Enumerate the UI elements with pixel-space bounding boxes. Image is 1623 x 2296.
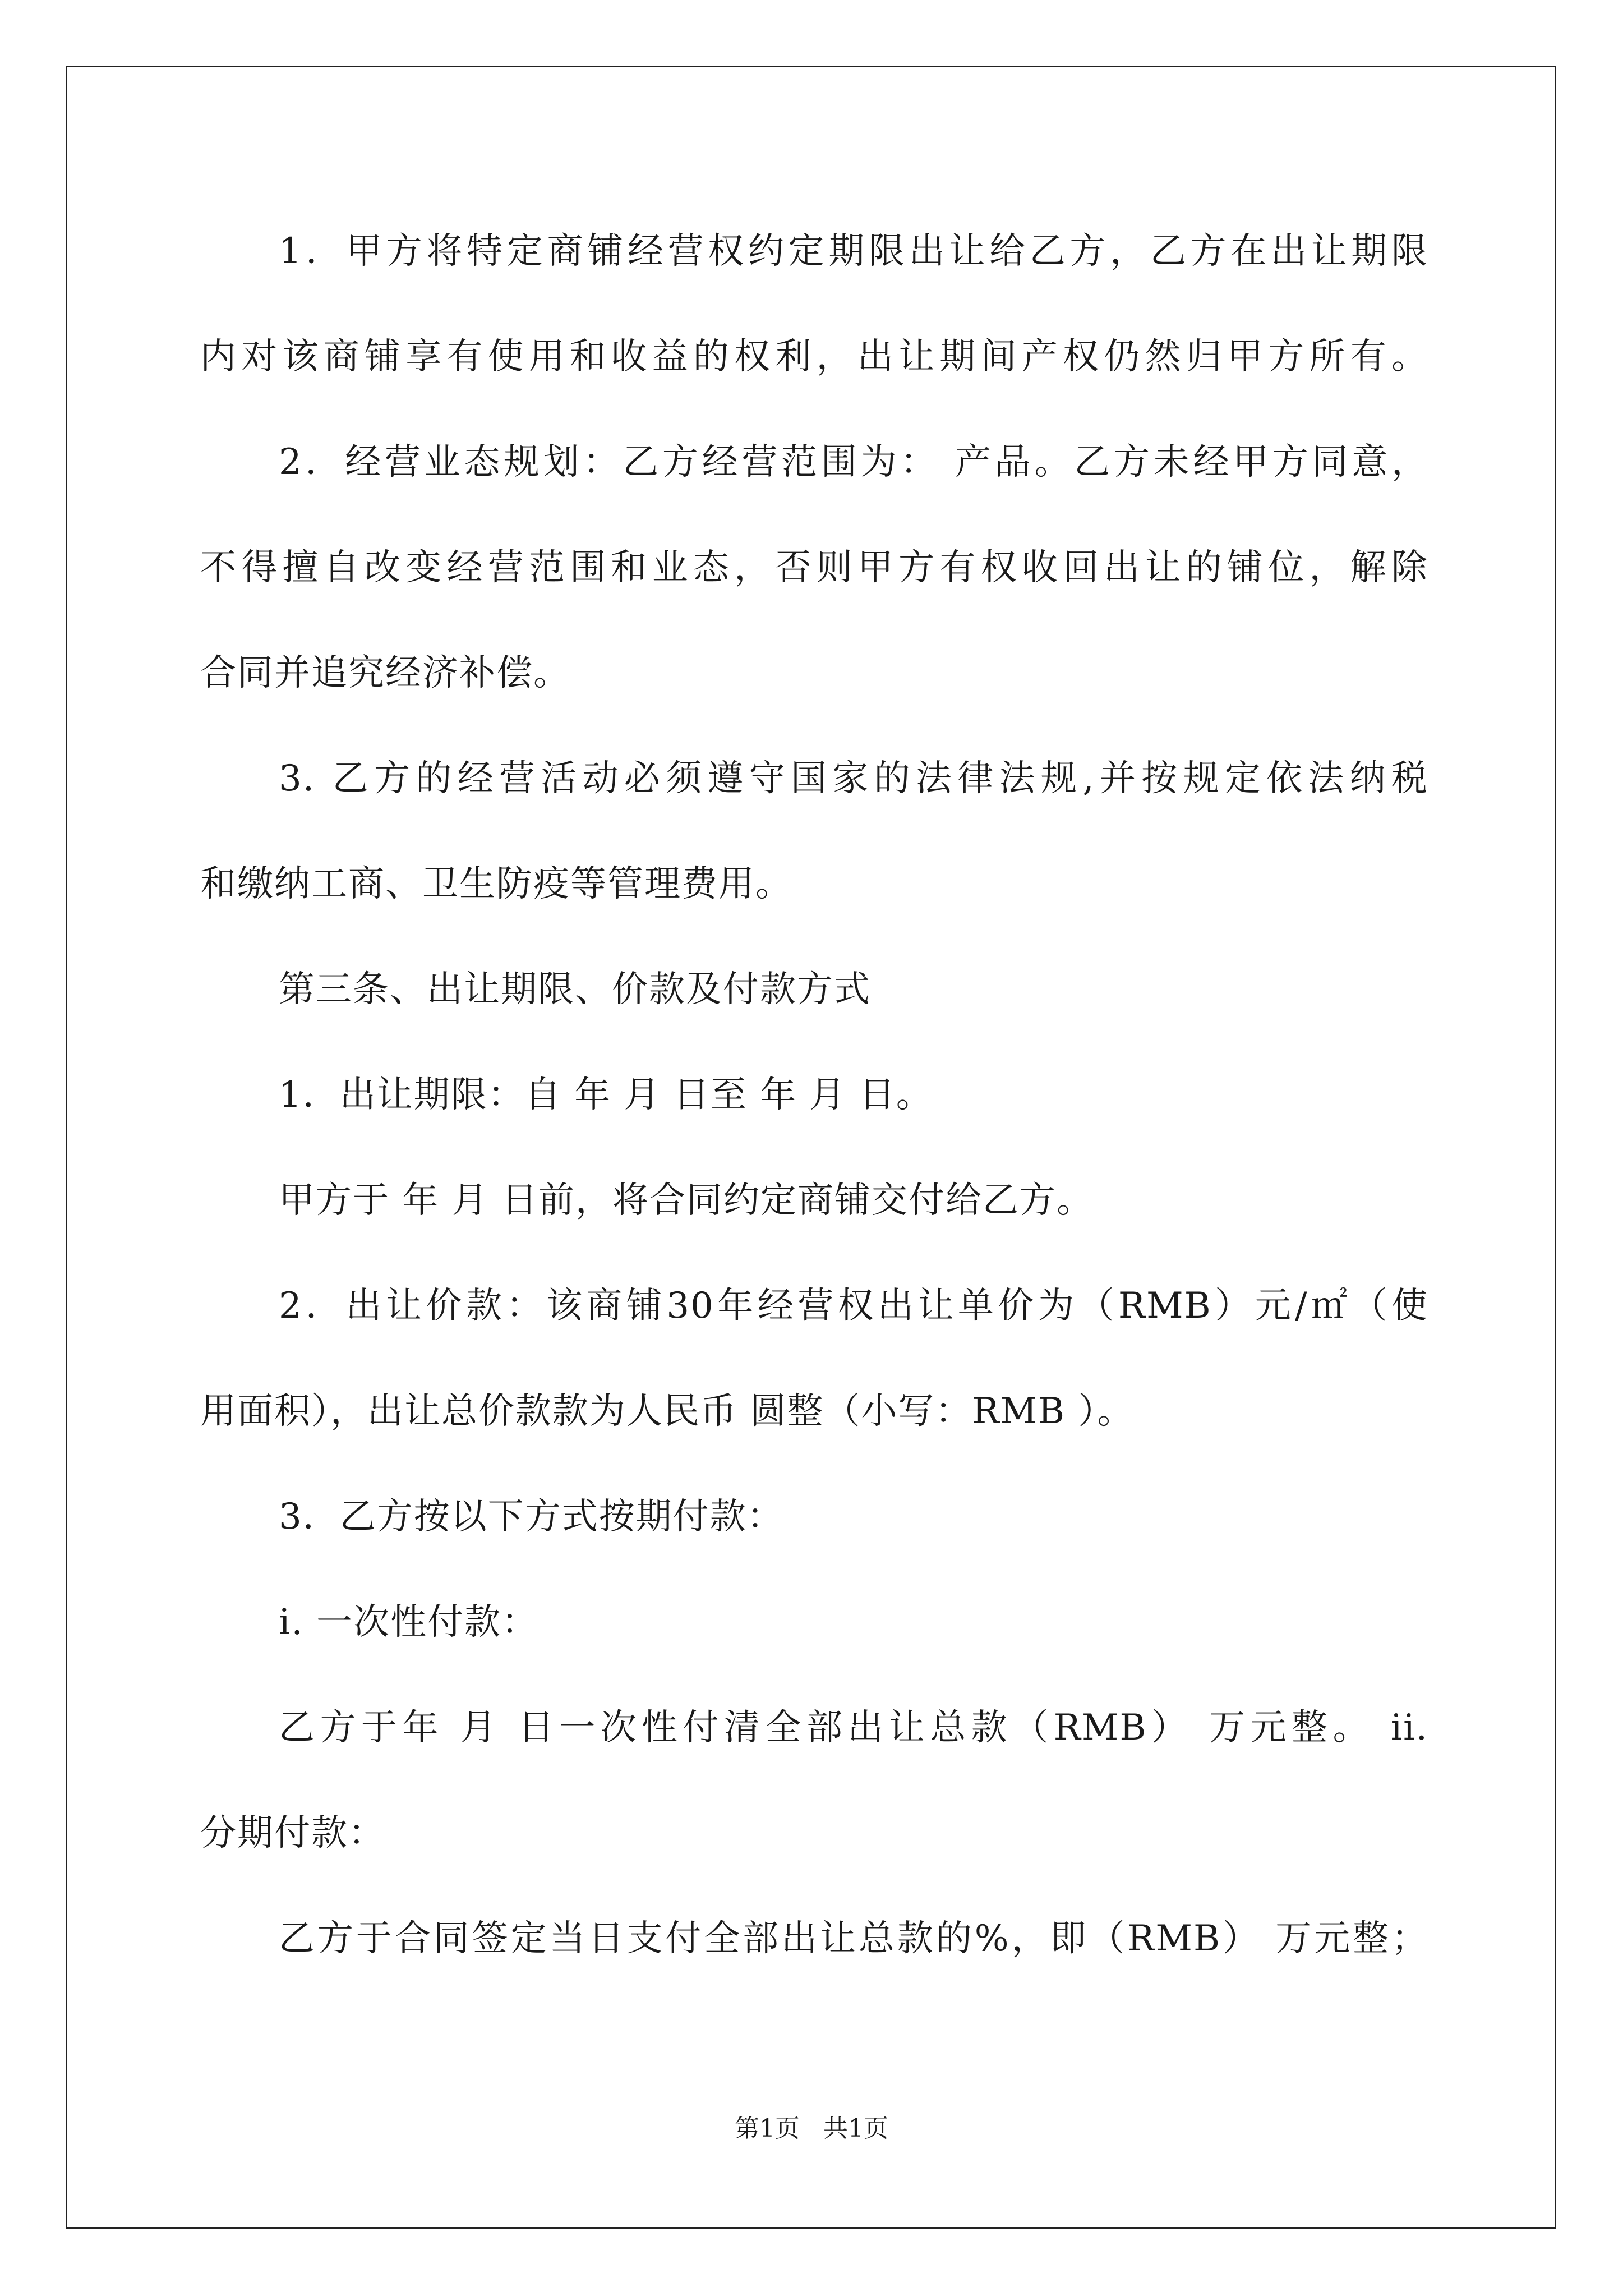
- paragraph-line: 1．甲方将特定商铺经营权约定期限出让给乙方，乙方在出让期限: [279, 231, 1428, 272]
- paragraph-line: 和缴纳工商、卫生防疫等管理费用。: [200, 863, 792, 905]
- paragraph-line: 2．出让价款：该商铺30年经营权出让单价为（RMB）元/㎡（使: [279, 1285, 1428, 1327]
- paragraph-line: 不得擅自改变经营范围和业态，否则甲方有权收回出让的铺位，解除: [200, 547, 1428, 588]
- paragraph-line: 合同并追究经济补偿。: [200, 652, 570, 694]
- paragraph-line: 乙方于年 月 日一次性付清全部出让总款（RMB） 万元整。 ii.: [279, 1707, 1428, 1749]
- paragraph-line: 3. 乙方的经营活动必须遵守国家的法律法规,并按规定依法纳税: [279, 758, 1428, 799]
- page-number-footer: 第1页 共1页: [735, 2114, 888, 2143]
- paragraph-line: 分期付款：: [200, 1812, 385, 1854]
- paragraph-line: 乙方于合同签定当日支付全部出让总款的%，即（RMB） 万元整；: [279, 1918, 1428, 1959]
- paragraph-line: 2．经营业态规划：乙方经营范围为： 产品。乙方未经甲方同意，: [279, 441, 1428, 483]
- paragraph-line: 甲方于 年 月 日前，将合同约定商铺交付给乙方。: [279, 1180, 1094, 1221]
- paragraph-line: 3．乙方按以下方式按期付款：: [279, 1496, 784, 1538]
- page-border: [66, 66, 1556, 2229]
- paragraph-line: 内对该商铺享有使用和收益的权利，出让期间产权仍然归甲方所有。: [200, 336, 1428, 378]
- section-heading: 第三条、出让期限、价款及付款方式: [279, 969, 871, 1010]
- paragraph-line: 用面积），出让总价款款为人民币 圆整（小写：RMB ）。: [200, 1391, 1135, 1432]
- paragraph-line: i. 一次性付款：: [279, 1602, 539, 1643]
- paragraph-line: 1．出让期限：自 年 月 日至 年 月 日。: [279, 1074, 933, 1116]
